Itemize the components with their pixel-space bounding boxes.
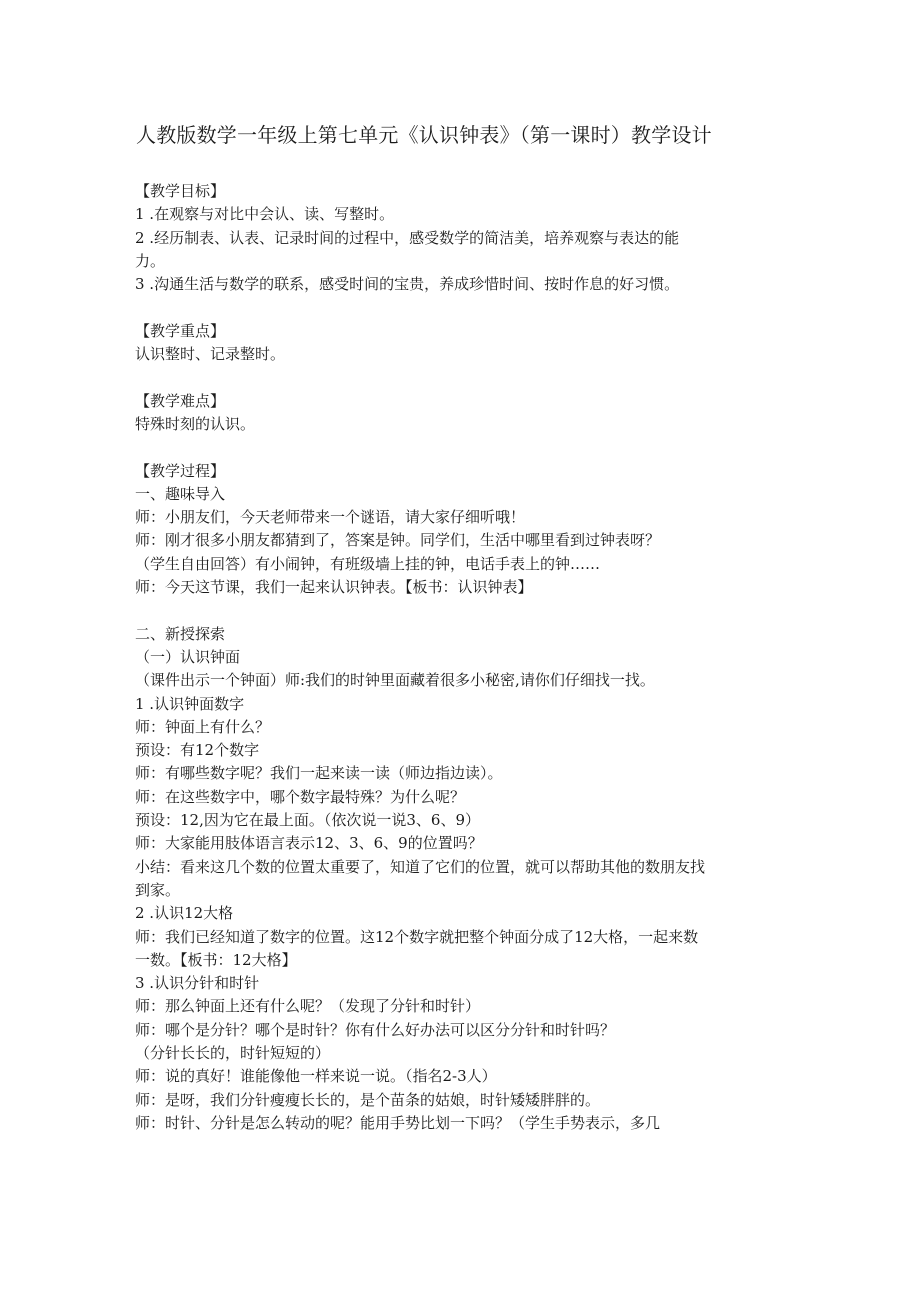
text-line: 2 .经历制表、认表、记录时间的过程中，感受数学的简洁美，培养观察与表达的能 xyxy=(135,228,680,247)
text-line: 师：刚才很多小朋友都猜到了，答案是钟。同学们，生活中哪里看到过钟表呀？ xyxy=(135,531,661,550)
text-line: 认识整时、记录整时。 xyxy=(135,345,286,364)
text-line: 【教学目标】 xyxy=(135,182,226,200)
text-line: 二、新授探索 xyxy=(135,624,226,643)
text-line: 预设：有12个数字 xyxy=(135,741,260,760)
blank-line xyxy=(135,436,795,459)
text-line: 师：我们已经知道了数字的位置。这12个数字就把整个钟面分成了12大格，一起来数 xyxy=(135,927,699,946)
text-line: 1 .认识钟面数字 xyxy=(135,694,245,713)
text-line: 小结：看来这几个数的位置太重要了，知道了它们的位置，就可以帮助其他的数朋友找 xyxy=(135,857,706,876)
text-line: 师：在这些数字中，哪个数字最特殊？为什么呢？ xyxy=(135,787,466,806)
text-line: 3 .沟通生活与数学的联系，感受时间的宝贵，养成珍惜时间、按时作息的好习惯。 xyxy=(135,275,680,294)
text-line: 【教学难点】 xyxy=(135,391,226,410)
text-line: （课件出示一个钟面）师:我们的时钟里面藏着很多小秘密,请你们仔细找一找。 xyxy=(135,671,655,690)
text-line: 到家。 xyxy=(135,880,181,899)
text-line: 师：有哪些数字呢？我们一起来读一读（师边指边读）。 xyxy=(135,764,503,783)
blank-line xyxy=(135,366,795,389)
text-line: 师：说的真好！谁能像他一样来说一说。（指名2-3人） xyxy=(135,1067,497,1086)
document-body xyxy=(135,180,795,1135)
text-line: 师：那么钟面上还有什么呢？（发现了分针和时针） xyxy=(135,997,481,1016)
text-line: （学生自由回答）有小闹钟，有班级墙上挂的钟，电话手表上的钟…… xyxy=(135,554,601,573)
text-line: 师：大家能用肢体语言表示12、3、6、9的位置吗？ xyxy=(135,834,483,853)
blank-line xyxy=(135,296,795,319)
text-line: 特殊时刻的认识。 xyxy=(135,414,256,433)
text-line: 师：哪个是分针？哪个是时针？你有什么好办法可以区分分针和时针吗？ xyxy=(135,1020,616,1039)
blank-line xyxy=(135,599,795,622)
text-line: （分针长长的，时针短短的） xyxy=(135,1043,331,1062)
text-line: 力。 xyxy=(135,251,166,270)
text-line: （一）认识钟面 xyxy=(135,647,241,666)
text-line: 师：小朋友们，今天老师带来一个谜语，请大家仔细听哦！ xyxy=(135,508,526,527)
text-line: 【教学重点】 xyxy=(135,321,226,340)
text-line: 一、趣味导入 xyxy=(135,484,226,503)
text-line: 预设：12,因为它在最上面。（依次说一说3、6、9） xyxy=(135,811,480,830)
text-line: 3 .认识分针和时针 xyxy=(135,974,260,993)
text-line: 2 .认识12大格 xyxy=(135,904,234,923)
text-line: 师：时针、分针是怎么转动的呢？能用手势比划一下吗？（学生手势表示，多几 xyxy=(135,1113,661,1132)
text-line: 一数。【板书：12大格】 xyxy=(135,950,297,969)
text-line: 师：钟面上有什么？ xyxy=(135,717,271,736)
text-line: 1 .在观察与对比中会认、读、写整时。 xyxy=(135,205,395,224)
text-line: 【教学过程】 xyxy=(135,461,226,480)
document-title: 人教版数学一年级上第七单元《认识钟表》（第一课时）教学设计 xyxy=(136,123,712,147)
text-line: 师：今天这节课，我们一起来认识钟表。【板书：认识钟表】 xyxy=(135,578,533,597)
text-line: 师：是呀，我们分针瘦瘦长长的，是个苗条的姑娘，时针矮矮胖胖的。 xyxy=(135,1090,601,1109)
